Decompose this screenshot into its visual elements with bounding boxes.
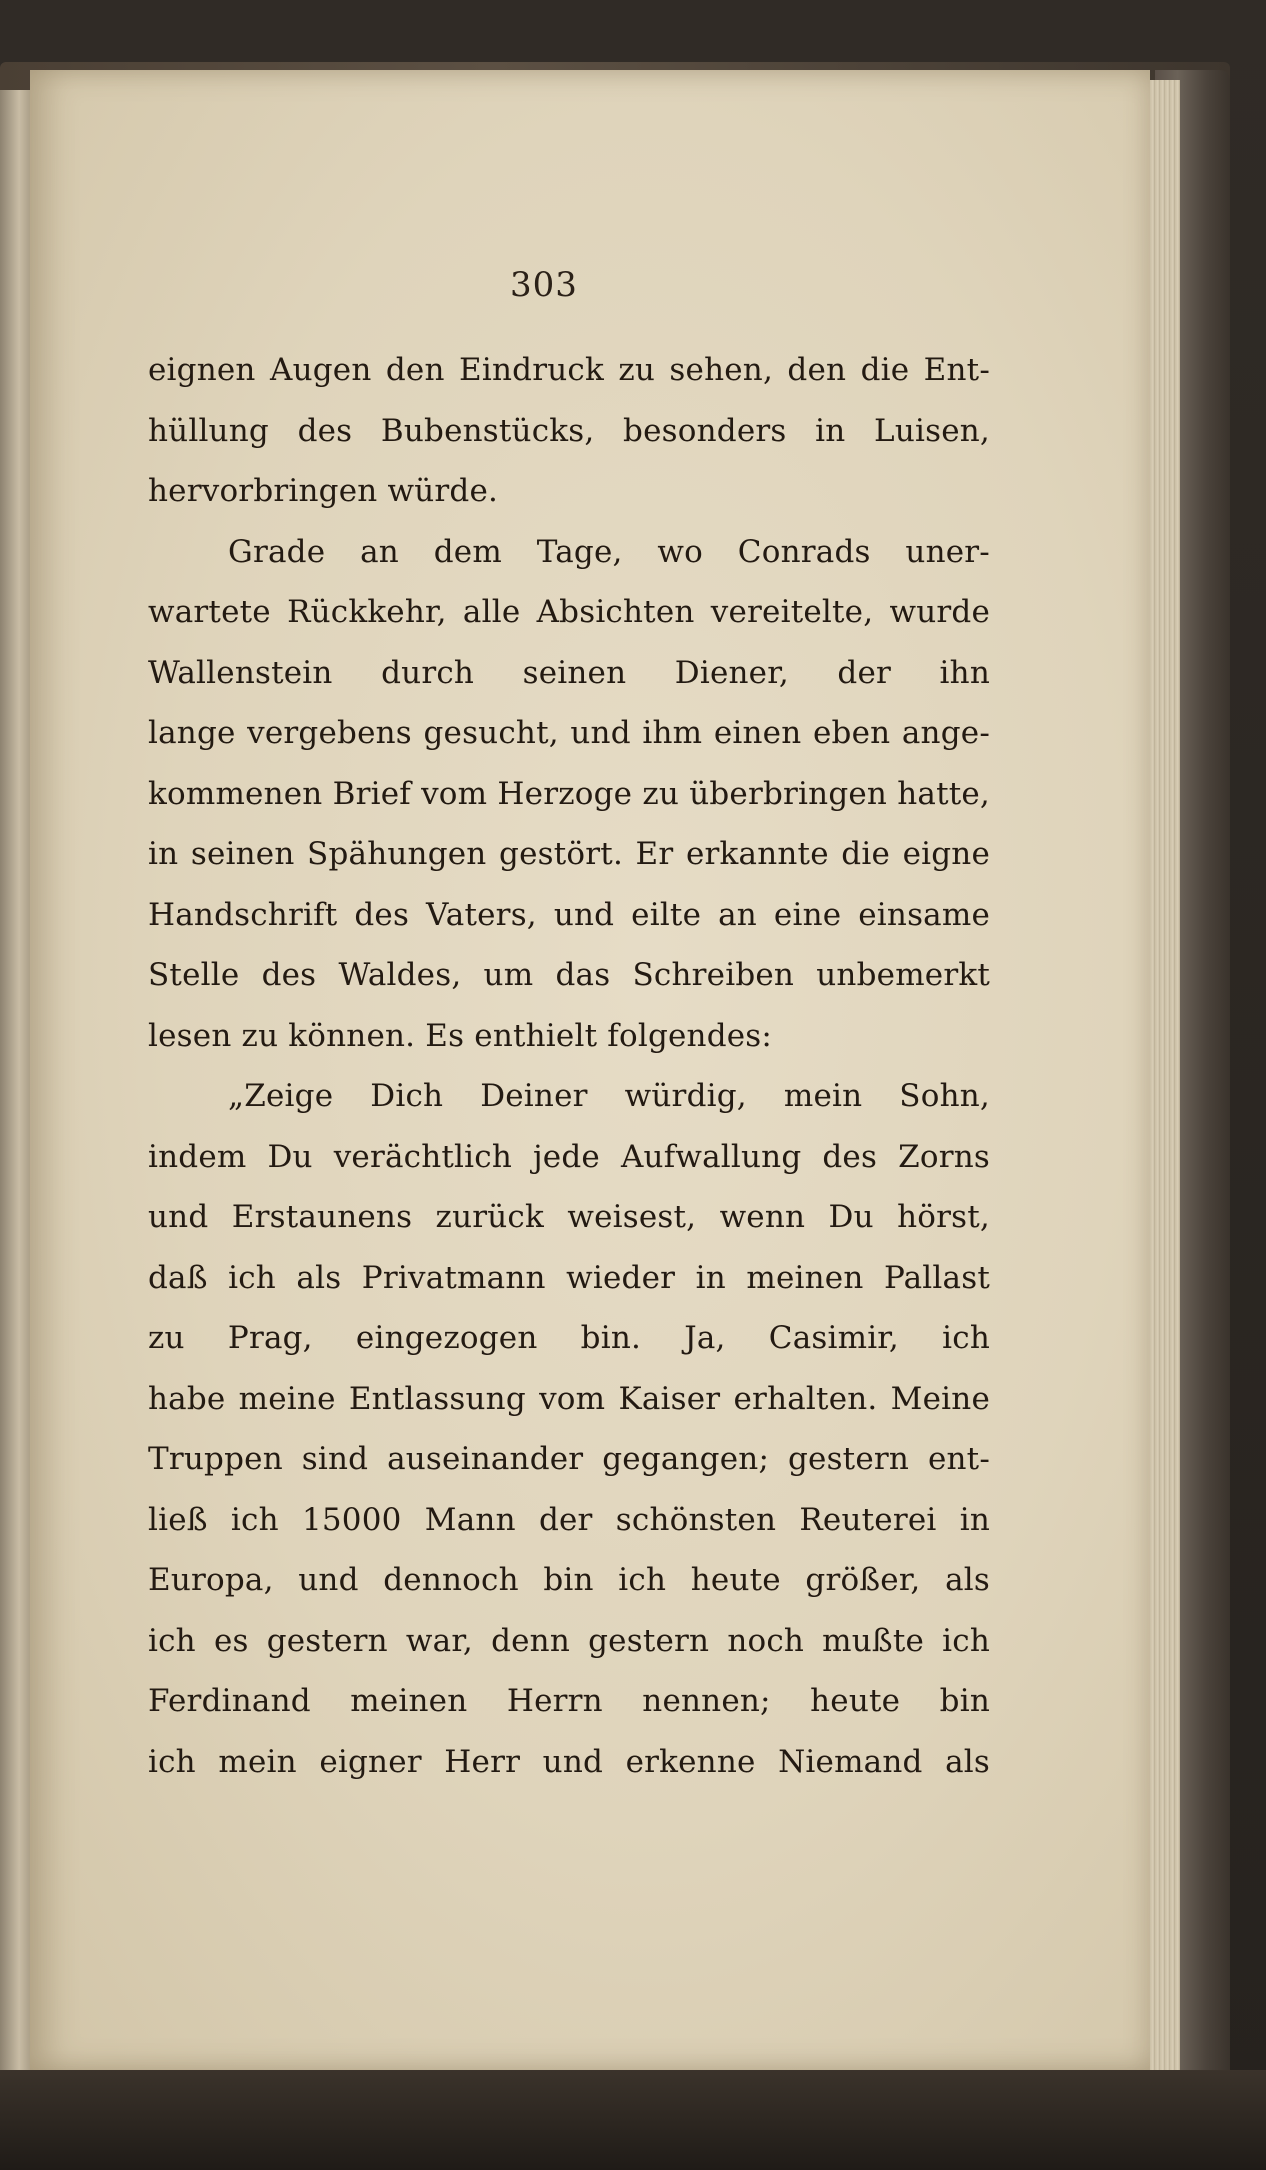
text-line: lesen zu können. Es enthielt folgendes: (148, 1017, 773, 1054)
page-text (148, 340, 990, 1792)
table-background (0, 2070, 1266, 2170)
text-line: „Zeige Dich Deiner würdig, mein Sohn, (228, 1078, 990, 1114)
text-line: Handschrift des Vaters, und eilte an eine einsame (148, 896, 990, 933)
text-line: ich es gestern war, denn gestern noch mußte ich (148, 1622, 990, 1659)
text-line: Europa, und dennoch bin ich heute größer, als (148, 1562, 990, 1598)
text-line: lange vergebens gesucht, und ihm einen eben ange- (148, 715, 990, 751)
text-line: ich mein eigner Herr und erkenne Niemand als (148, 1743, 990, 1780)
text-line: Wallenstein durch seinen Diener, der ihn (148, 654, 990, 691)
text-line: Stelle des Waldes, um das Schreiben unbemerkt (148, 957, 990, 993)
text-line: Grade an dem Tage, wo Conrads uner- (228, 533, 990, 570)
text-line: in seinen Spähungen gestört. Er erkannte die eigne (148, 836, 990, 872)
text-line: hüllung des Bubenstücks, besonders in Luisen, (148, 412, 990, 449)
page-number: 303 (510, 265, 578, 305)
text-line: habe meine Entlassung vom Kaiser erhalten. Meine (148, 1380, 990, 1417)
text-line: hervorbringen würde. (148, 473, 499, 509)
text-line: Ferdinand meinen Herrn nennen; heute bin (148, 1683, 990, 1719)
text-line: und Erstaunens zurück weisest, wenn Du hörst, (148, 1199, 990, 1235)
text-line: indem Du verächtlich jede Aufwallung des Zorns (148, 1138, 990, 1175)
text-line: Truppen sind auseinander gegangen; gestern ent- (148, 1441, 990, 1477)
text-line: zu Prag, eingezogen bin. Ja, Casimir, ich (148, 1320, 990, 1356)
facing-page-edge (0, 90, 32, 2090)
text-line: wartete Rückkehr, alle Absichten vereitelte, wurde (148, 594, 990, 630)
text-line: kommenen Brief vom Herzoge zu überbringen hatte, (148, 775, 990, 812)
text-line: daß ich als Privatmann wieder in meinen Pallast (148, 1259, 990, 1296)
text-line: eignen Augen den Eindruck zu sehen, den die Ent- (148, 352, 990, 388)
text-line: ließ ich 15000 Mann der schönsten Reuterei in (148, 1501, 990, 1538)
